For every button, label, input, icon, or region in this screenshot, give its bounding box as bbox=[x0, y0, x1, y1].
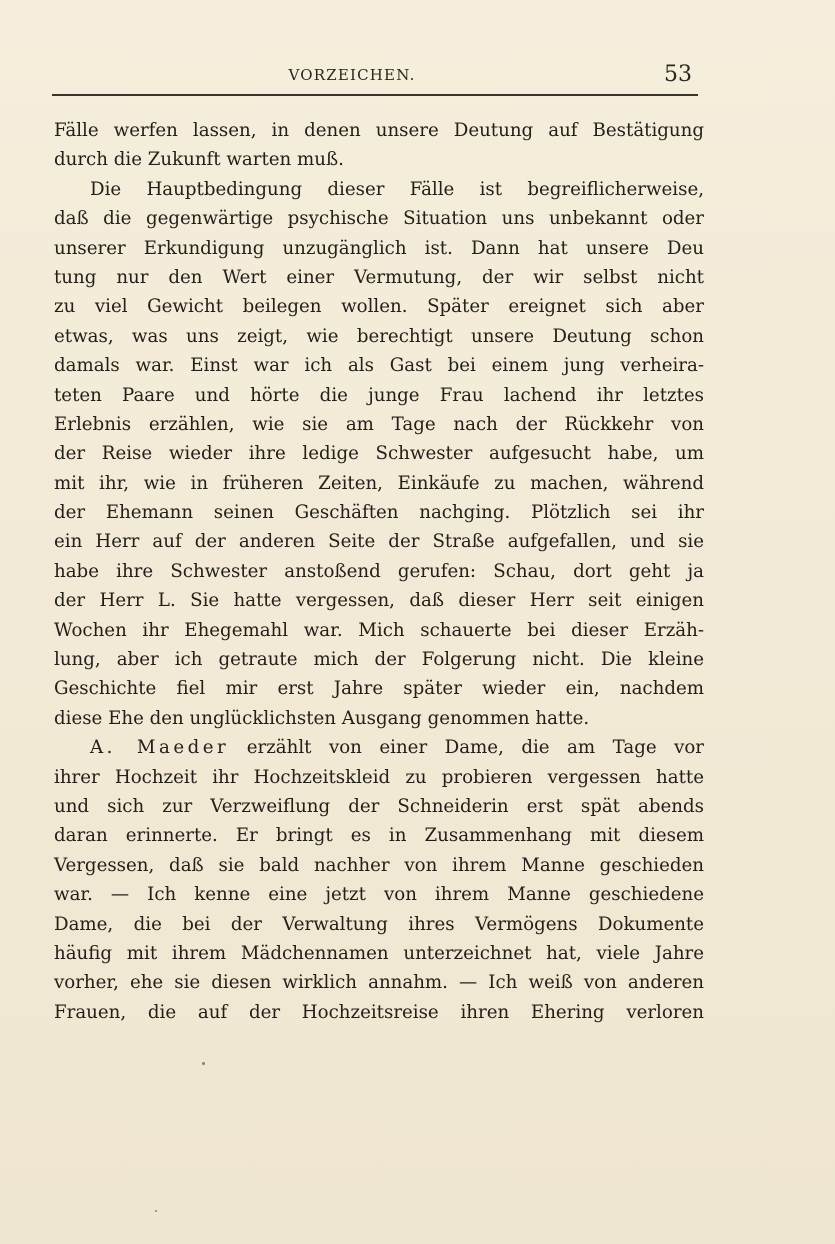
text-line: habe ihre Schwester anstoßend gerufen: Schau, dort geht ja bbox=[54, 560, 704, 582]
text-line: zu viel Gewicht beilegen wollen. Später ereignet sich aber bbox=[54, 296, 704, 318]
text-line: Frauen, die auf der Hochzeitsreise ihren Ehering verloren bbox=[54, 1001, 704, 1023]
text-line: Geschichte fiel mir erst Jahre später wieder ein, nachdem bbox=[54, 678, 704, 700]
paper-speck bbox=[202, 1062, 205, 1065]
text-line: Die Hauptbedingung dieser Fälle ist begreiflicherweise, bbox=[90, 178, 704, 200]
text-line: Fälle werfen lassen, in denen unsere Deutung auf Bestätigung bbox=[54, 120, 704, 141]
text-line: Vergessen, daß sie bald nachher von ihrem Manne geschieden bbox=[54, 854, 704, 876]
text-line-author bbox=[54, 733, 704, 762]
body-text bbox=[54, 116, 704, 1027]
text-line: teten Paare und hörte die junge Frau lachend ihr letztes bbox=[54, 384, 704, 406]
text-line-rest: erzählt von einer Dame, die am Tage vor bbox=[246, 737, 705, 759]
text-line: tung nur den Wert einer Vermutung, der wir selbst nicht bbox=[54, 266, 704, 288]
text-line: lung, aber ich getraute mich der Folgerung nicht. Die kleine bbox=[54, 649, 704, 671]
running-head bbox=[52, 62, 692, 92]
text-line: unserer Erkundigung unzugänglich ist. Dann hat unsere Deu bbox=[54, 237, 704, 259]
running-head-title: VORZEICHEN. bbox=[288, 66, 416, 84]
text-line: mit ihr, wie in früheren Zeiten, Einkäufe zu machen, während bbox=[54, 472, 704, 494]
text-line: durch die Zukunft warten muß. bbox=[54, 149, 344, 171]
paper-speck bbox=[155, 1210, 157, 1212]
text-line: der Reise wieder ihre ledige Schwester aufgesucht habe, um bbox=[54, 443, 704, 465]
text-line: ein Herr auf der anderen Seite der Straße aufgefallen, und sie bbox=[54, 531, 704, 553]
text-line: damals war. Einst war ich als Gast bei einem jung verheira- bbox=[54, 355, 704, 377]
text-line: ihrer Hochzeit ihr Hochzeitskleid zu probieren vergessen hatte bbox=[54, 766, 704, 788]
text-line: Erlebnis erzählen, wie sie am Tage nach der Rückkehr von bbox=[54, 413, 704, 435]
author-name: A. Maeder bbox=[90, 737, 230, 759]
text-line: daran erinnerte. Er bringt es in Zusammenhang mit diesem bbox=[54, 825, 704, 847]
page-number: 53 bbox=[664, 62, 692, 87]
text-line: war. — Ich kenne eine jetzt von ihrem Manne geschiedene bbox=[54, 884, 704, 906]
text-line: Wochen ihr Ehegemahl war. Mich schauerte bei dieser Erzäh- bbox=[54, 619, 704, 641]
text-line: vorher, ehe sie diesen wirklich annahm. — Ich weiß von anderen bbox=[54, 972, 704, 994]
text-line: diese Ehe den unglücklichsten Ausgang genommen hatte. bbox=[54, 707, 590, 729]
text-line: etwas, was uns zeigt, wie berechtigt unsere Deutung schon bbox=[54, 325, 704, 347]
text-line: der Herr L. Sie hatte vergessen, daß dieser Herr seit einigen bbox=[54, 590, 704, 612]
text-line: daß die gegenwärtige psychische Situation uns unbekannt oder bbox=[54, 208, 704, 230]
text-line: Dame, die bei der Verwaltung ihres Vermögens Dokumente bbox=[54, 913, 704, 935]
header-rule bbox=[52, 94, 698, 96]
text-line: der Ehemann seinen Geschäften nachging. Plötzlich sei ihr bbox=[54, 502, 704, 524]
text-line: und sich zur Verzweiflung der Schneiderin erst spät abends bbox=[54, 795, 704, 817]
text-line: häufig mit ihrem Mädchennamen unterzeichnet hat, viele Jahre bbox=[54, 942, 704, 964]
